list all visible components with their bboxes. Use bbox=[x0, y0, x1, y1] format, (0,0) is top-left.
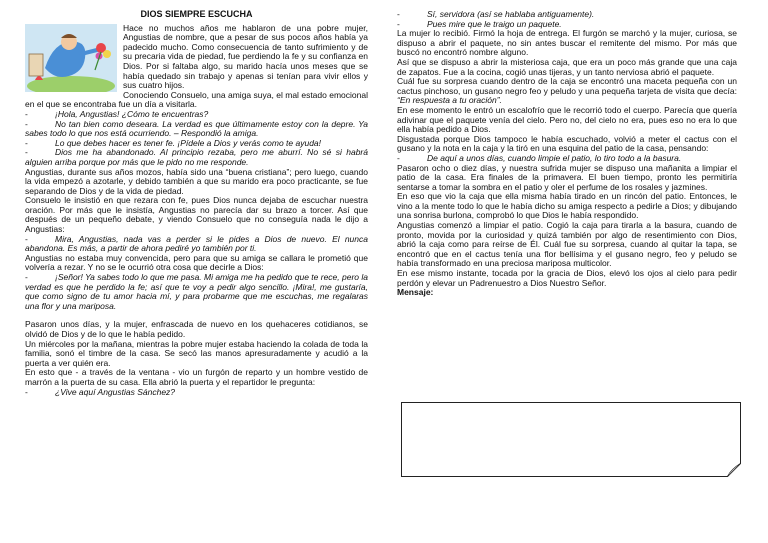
card-quote: “En respuesta a tu oración”. bbox=[397, 95, 502, 106]
paragraph: La mujer lo recibió. Firmó la hoja de entrega. El furgón se marchó y la mujer, curiosa, se dispuso a abrir el paquete, no sin antes buscar el remitente del mismo. Por más que buscó no encontró nombre alguno. bbox=[397, 28, 737, 58]
left-column bbox=[25, 10, 368, 397]
dialogue-line: - Sí, servidora (así se hablaba antiguamente). bbox=[397, 9, 595, 19]
dialogue-line: - ¡Señor! Ya sabes todo lo que me pasa. Mi amiga me ha pedido que te rece, pero la verdad es que he perdido la fe; así que te voy a pedir algo sencillo. ¡Mira!, me gustaría, que como signo de tu amor hacia mí, y para probarme que me escuchas, me regalaras una flor y una mariposa. bbox=[25, 272, 368, 311]
paragraph: Disgustada porque Dios tampoco le había escuchado, volvió a meter el cactus con el gusano y la nota en la caja y la tiró en una esquina del patio de la casa, pensando: bbox=[397, 133, 737, 154]
intro-paragraph: Hace no muchos años me hablaron de una pobre mujer, Angustias de nombre, que a pesar de sus pocos años había ya padecido mucho. Como consecuencia de tanto sufrimiento y de su precaria vida de piedad, fue perdiendo la fe y su confianza en Dios. Por si faltaba algo, su marido hacía unos meses que se había quedado sin trabajo y apenas si tenían para vivir ellos y sus cuatro hijos. bbox=[123, 22, 368, 91]
paragraph: En eso que vio la caja que ella misma había tirado en un rincón del patio. Entonces, le vino a la mente todo lo que le había dicho su amiga respecto a pedirle a Dios; y dibujando una sonrisa burlona, comprobó lo que Dios le había respondido. bbox=[397, 191, 737, 221]
folded-corner-icon bbox=[727, 463, 741, 477]
mensaje-box[interactable] bbox=[401, 402, 741, 477]
dialogue-line: - ¡Hola, Angustias! ¿Cómo te encuentras? bbox=[25, 108, 209, 119]
right-column bbox=[397, 10, 737, 298]
paragraph: Conociendo Consuelo, una amiga suya, el mal estado emocional en el que se encontraba fue un día a visitarla. bbox=[25, 89, 368, 110]
dialogue-line: - De aquí a unos días, cuando limpie el patio, lo tiro todo a la basura. bbox=[397, 152, 682, 163]
mensaje-label: Mensaje: bbox=[397, 287, 434, 298]
story-title: DIOS SIEMPRE ESCUCHA bbox=[140, 9, 253, 19]
dialogue-line: - Mira, Angustias, nada vas a perder si le pides a Dios de nuevo. El nunca abandona. Es más, a partir de ahora pediré yo también por ti. bbox=[25, 233, 368, 254]
paragraph: Así que se dispuso a abrir la misteriosa caja, que era un poco más grande que una caja de zapatos. Fue a la cocina, cogió unas tijeras, y un tanto nerviosa abrió el paquete. bbox=[397, 56, 737, 77]
dialogue-line: - Lo que debes hacer es tener fe. ¡Pídele a Dios y verás como te ayuda! bbox=[25, 137, 322, 148]
dialogue-line: - Dios me ha abandonado. Al principio rezaba, pero me aburrí. No sé si habrá alguien arriba porque por más que le pido no me responde. bbox=[25, 147, 368, 167]
man-with-flowers-illustration bbox=[25, 24, 117, 92]
paragraph: Pasaron ocho o diez días, y nuestra sufrida mujer se dispuso una mañanita a limpiar el patio de la casa. Era finales de la primavera. El buen tiempo, pronto les permitiría sentarse a tomar la sombra en el patio y oler el perfume de los rosales y jazmines. bbox=[397, 162, 737, 192]
dialogue-line: - No tan bien como deseara. La verdad es que últimamente estoy con la depre. Ya sabes todo lo que nos está ocurriendo. – Respondió la amiga. bbox=[25, 118, 368, 139]
paragraph: Angustias, durante sus años mozos, había sido una “buena cristiana”; pero luego, cuando la vida empezó a azotarle, y debido también a que su marido era poco practicante, se fue separando de Dios y de la vida de piedad. bbox=[25, 166, 368, 196]
dialogue-line: - Pues mire que le traigo un paquete. bbox=[397, 18, 562, 29]
paragraph: Pasaron unos días, y la mujer, enfrascada de nuevo en los quehaceres cotidianos, se olvidó de Dios y de lo que le había pedido. bbox=[25, 319, 368, 339]
paragraph: En ese momento le entró un escalofrío que le recorrió todo el cuerpo. Parecía que quería adivinar que el paquete venía del cielo. Pero no, del cielo no era, pues eso no era lo que ella había pedido a Dios. bbox=[397, 104, 737, 135]
paragraph: Cuál fue su sorpresa cuando dentro de la caja se encontró una maceta pequeña con un cactus pinchoso, un gusano negro feo y peludo y una pequeña tarjeta de visita que decía: “En respuesta a tu oración”. bbox=[397, 76, 737, 106]
paragraph: Angustias comenzó a limpiar el patio. Cogió la caja para tirarla a la basura, cuando de pronto, movida por la curiosidad y quizá también por algo de resentimiento con Dios, abrió la caja como para reírse de Él. Cuál fue su sorpresa, cuando al quitar la tapa, se encontró que en el cactus tenía una flor bellísima y el gusano negro, feo y peludo se había transformado en una preciosa mariposa multicolor. bbox=[397, 220, 737, 269]
paragraph: En ese mismo instante, tocada por la gracia de Dios, elevó los ojos al cielo para pedir perdón y elevar un Padrenuestro a Dios Nuestro Señor. bbox=[397, 268, 737, 288]
paragraph: En esto que - a través de la ventana - vio un furgón de reparto y un hombre vestido de marrón a la puerta de su casa. Ella abrió la puerta y el repartidor le pregunta: bbox=[25, 367, 368, 387]
paragraph: Angustias no estaba muy convencida, pero para que su amiga se callara le prometió que volvería a rezar. Y no se le ocurrió otra cosa que decirle a Dios: bbox=[25, 252, 368, 273]
paragraph: Consuelo le insistió en que rezara con fe, pues Dios nunca dejaba de escuchar nuestra oración. Por más que le insistía, Angustias no parecía dar su brazo a torcer. Así que después de un pequeño debate, y viendo Consuelo que no conseguía nada le dijo a Angustias: bbox=[25, 195, 368, 235]
paragraph: Un miércoles por la mañana, mientras la pobre mujer estaba haciendo la colada de toda la familia, sonó el timbre de la casa. Se secó las manos apresuradamente y acudió a la puerta a ver quién era. bbox=[25, 338, 368, 368]
dialogue-line: - ¿Vive aquí Angustias Sánchez? bbox=[25, 386, 176, 397]
